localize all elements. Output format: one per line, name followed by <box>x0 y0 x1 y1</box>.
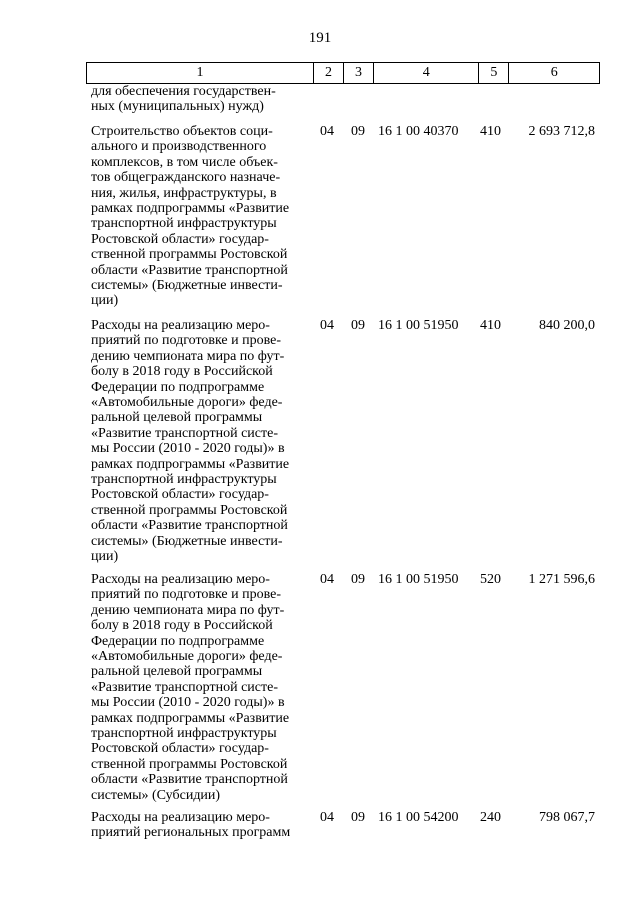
target-article-code: 16 1 00 51950 <box>378 318 459 333</box>
subsection-code: 09 <box>351 318 365 333</box>
column-header-6: 6 <box>550 65 558 80</box>
table-header-row <box>86 62 600 84</box>
section-code: 04 <box>320 810 334 825</box>
row-description: Расходы на реализацию меро- приятий региональных программ <box>91 810 291 841</box>
expense-type-code: 240 <box>480 810 501 825</box>
row-description: Строительство объектов соци- ального и производственного комплексов, в том числе объек- тов общегражданского назначе- ния, жилья, инфраструктуры, в рамках подпрограммы «Развитие транспортной инфраструктуры Ростовской области» государ- ственной программы Ростовской области «Развитие транспортной системы» (Бюджетные инвести- ции) <box>91 124 290 309</box>
subsection-code: 09 <box>351 572 365 587</box>
column-header-3: 3 <box>344 63 374 83</box>
subsection-code: 09 <box>351 124 365 139</box>
row-description: Расходы на реализацию меро- приятий по подготовке и прове- дению чемпионата мира по фут- болу в 2018 году в Российской Федерации по подпрограмме «Автомобильные дороги» феде- ральной целевой программы «Развитие транспортной систе- мы России (2010 - 2020 годы)» в рамках подпрограммы «Развитие транспортной инфраструктуры Ростовской области» государ- ственной программы Ростовской области «Развитие транспортной системы» (Бюджетные инвести- ции) <box>91 318 290 565</box>
target-article-code: 16 1 00 54200 <box>378 810 459 825</box>
page-number: 191 <box>308 30 332 46</box>
target-article-code: 16 1 00 51950 <box>378 572 459 587</box>
target-article-code: 16 1 00 40370 <box>378 124 459 139</box>
amount: 798 067,7 <box>539 810 595 825</box>
expense-type-code: 520 <box>480 572 501 587</box>
expense-type-code: 410 <box>480 318 501 333</box>
section-code: 04 <box>320 124 334 139</box>
row-description: для обеспечения государствен- ных (муниципальных) нужд) <box>91 84 276 115</box>
amount: 1 271 596,6 <box>528 572 595 587</box>
amount: 840 200,0 <box>539 318 595 333</box>
amount: 2 693 712,8 <box>528 124 595 139</box>
section-code: 04 <box>320 318 334 333</box>
section-code: 04 <box>320 572 334 587</box>
column-header-2: 2 <box>314 63 344 83</box>
column-header-4: 4 <box>374 63 480 83</box>
row-description: Расходы на реализацию меро- приятий по подготовке и прове- дению чемпионата мира по фут- болу в 2018 году в Российской Федерации по подпрограмме «Автомобильные дороги» феде- ральной целевой программы «Развитие транспортной систе- мы России (2010 - 2020 годы)» в рамках подпрограммы «Развитие транспортной инфраструктуры Ростовской области» государ- ственной программы Ростовской области «Развитие транспортной системы» (Субсидии) <box>91 572 290 803</box>
subsection-code: 09 <box>351 810 365 825</box>
column-header-5: 5 <box>479 63 509 83</box>
expense-type-code: 410 <box>480 124 501 139</box>
column-header-1: 1 <box>87 63 314 83</box>
